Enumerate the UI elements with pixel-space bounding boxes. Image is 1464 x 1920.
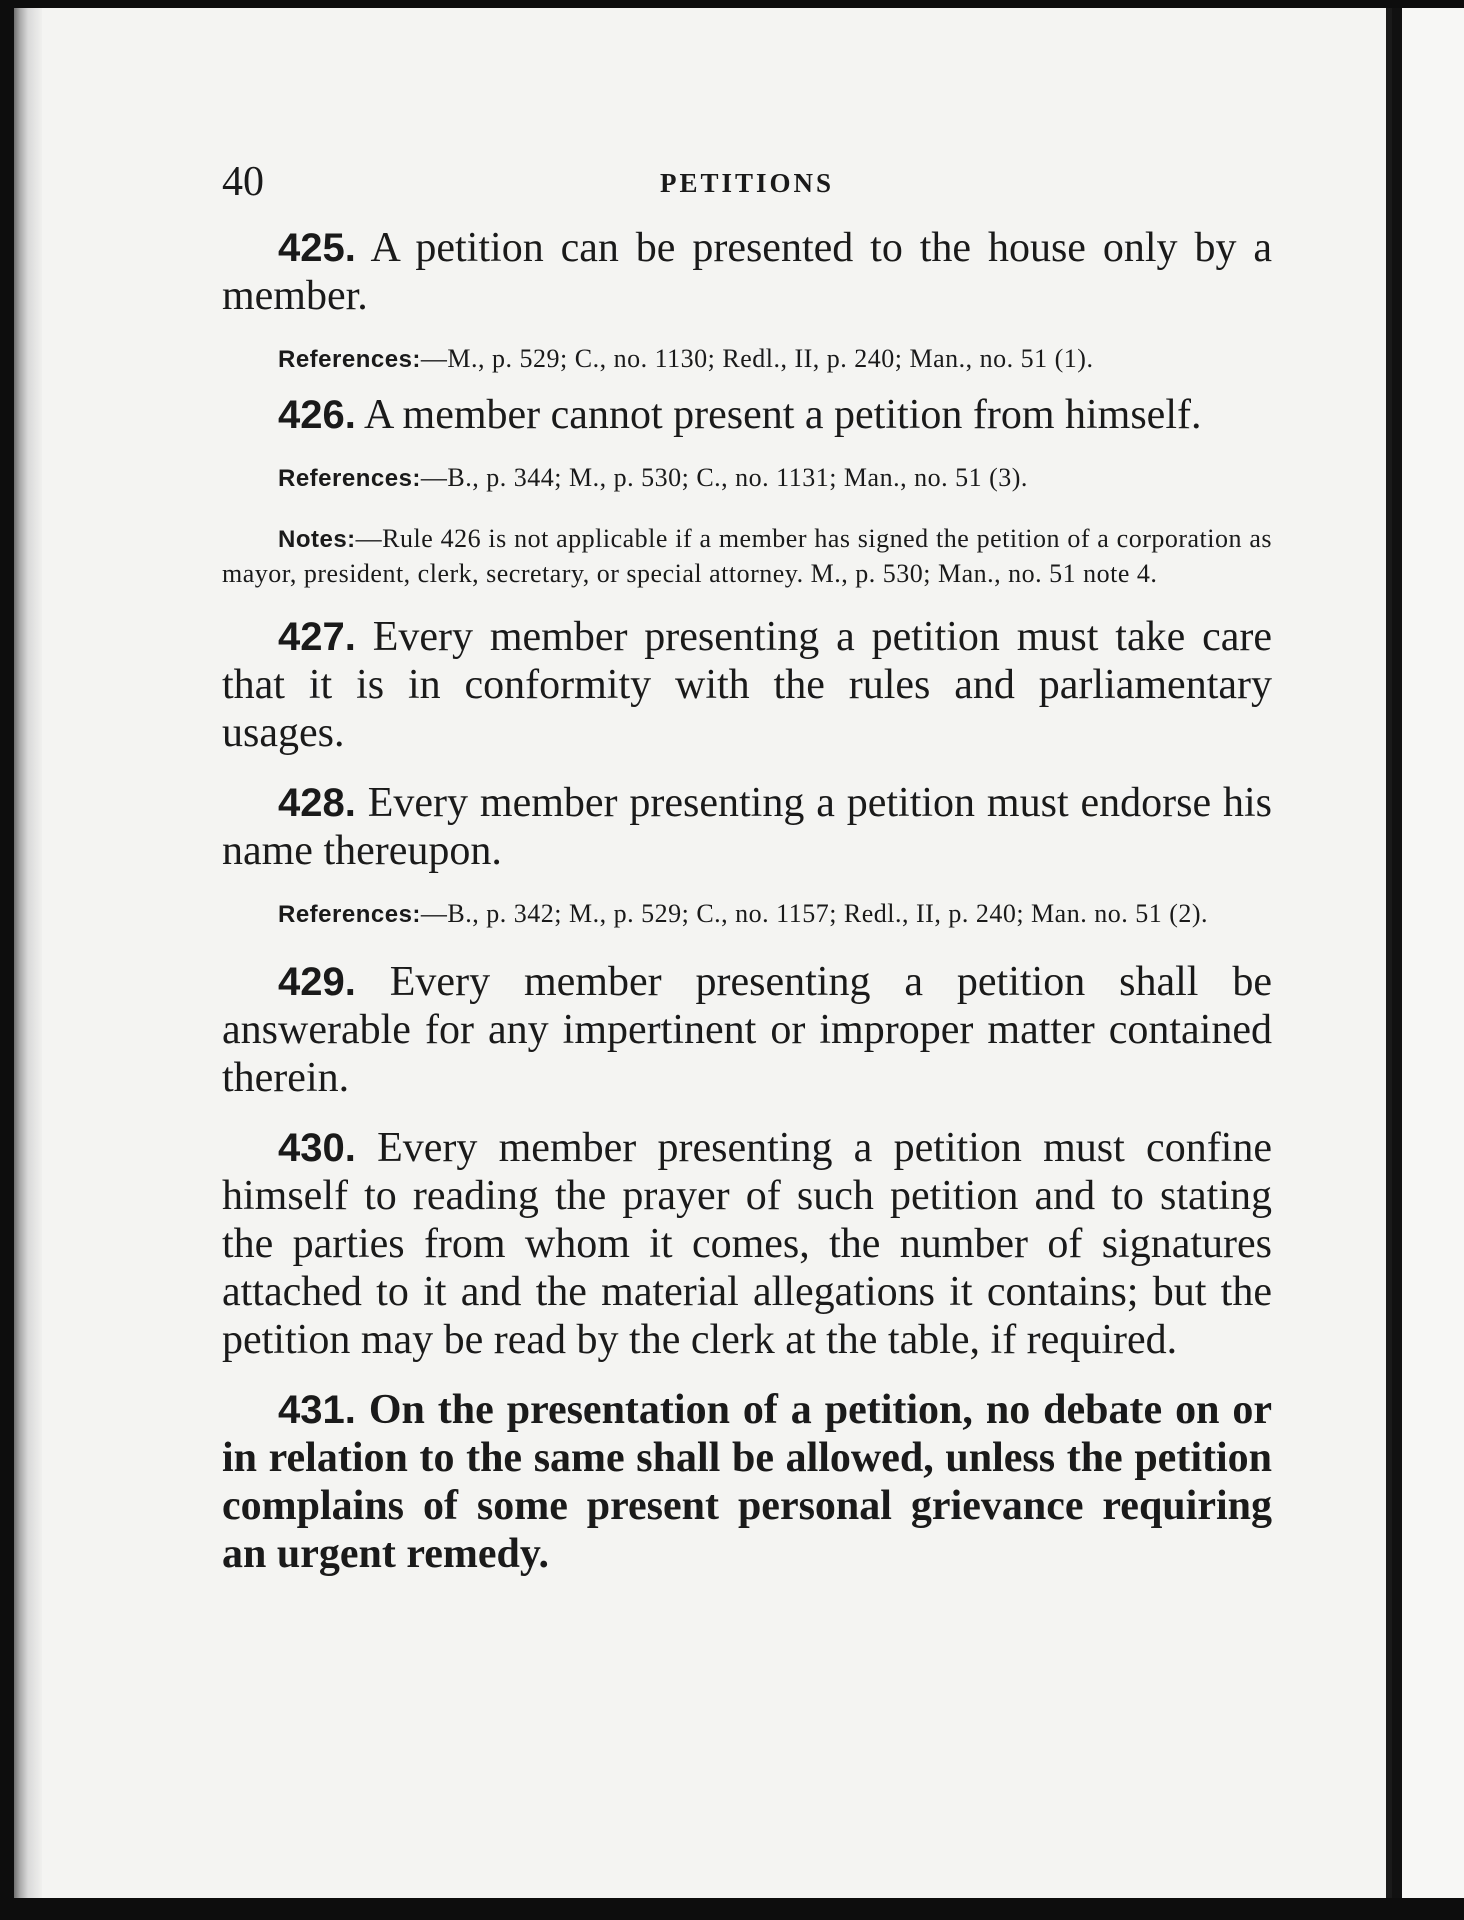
references-label: References: [278,901,421,928]
page-content [222,158,1272,1578]
page-binding-edge [14,8,42,1898]
rule-428 [222,779,1272,875]
references-text: —B., p. 344; M., p. 530; C., no. 1131; Man., no. 51 (3). [420,463,1028,492]
rule-427 [222,613,1272,757]
rule-429 [222,958,1272,1102]
rule-426-notes [222,522,1272,591]
rule-431 [222,1386,1272,1578]
page-number: 40 [222,159,264,205]
facing-page-edge [1392,8,1464,1898]
rule-text: Every member presenting a petition shall be answerable for any impertinent or improper matter contained therein. [222,959,1272,1101]
rule-425-references [222,342,1272,377]
rule-number: 431. [278,1388,356,1432]
references-text: —B., p. 342; M., p. 529; C., no. 1157; Redl., II, p. 240; Man. no. 51 (2). [420,899,1209,928]
rule-text: On the presentation of a petition, no debate on or in relation to the same shall be allowed, unless the petition complains of some present personal grievance requiring an urgent remedy. [222,1387,1273,1577]
rule-text: Every member presenting a petition must confine himself to reading the prayer of such petition and to stating the parties from whom it comes, the number of signatures attached to it and the material allegations it contains; but the petition may be read by the clerk at the table, if required. [222,1125,1272,1363]
rule-number: 428. [278,781,356,825]
running-title: PETITIONS [659,168,835,198]
rule-number: 430. [278,1126,356,1170]
notes-text: —Rule 426 is not applicable if a member has signed the petition of a corporation as mayor, president, clerk, secretary, or special attorney. M., p. 530; Man., no. 51 note 4. [222,524,1272,588]
rule-number: 429. [278,960,356,1004]
rule-number: 426. [278,393,356,437]
notes-label: Notes: [278,526,356,553]
rule-430 [222,1124,1272,1364]
rule-text: A member cannot present a petition from himself. [364,392,1202,438]
rule-426 [222,391,1272,439]
running-head [222,158,1272,218]
references-label: References: [278,465,421,492]
rule-425 [222,224,1272,320]
rule-428-references [222,897,1272,932]
rule-number: 425. [278,226,356,270]
rule-426-references [222,461,1272,496]
rule-text: A petition can be presented to the house only by a member. [222,225,1272,319]
rule-text: Every member presenting a petition must take care that it is in conformity with the rules and parliamentary usages. [222,614,1272,756]
rule-text: Every member presenting a petition must endorse his name thereupon. [222,780,1273,874]
rule-number: 427. [278,615,356,659]
references-label: References: [278,346,421,373]
references-text: —M., p. 529; C., no. 1130; Redl., II, p. 240; Man., no. 51 (1). [420,344,1094,373]
